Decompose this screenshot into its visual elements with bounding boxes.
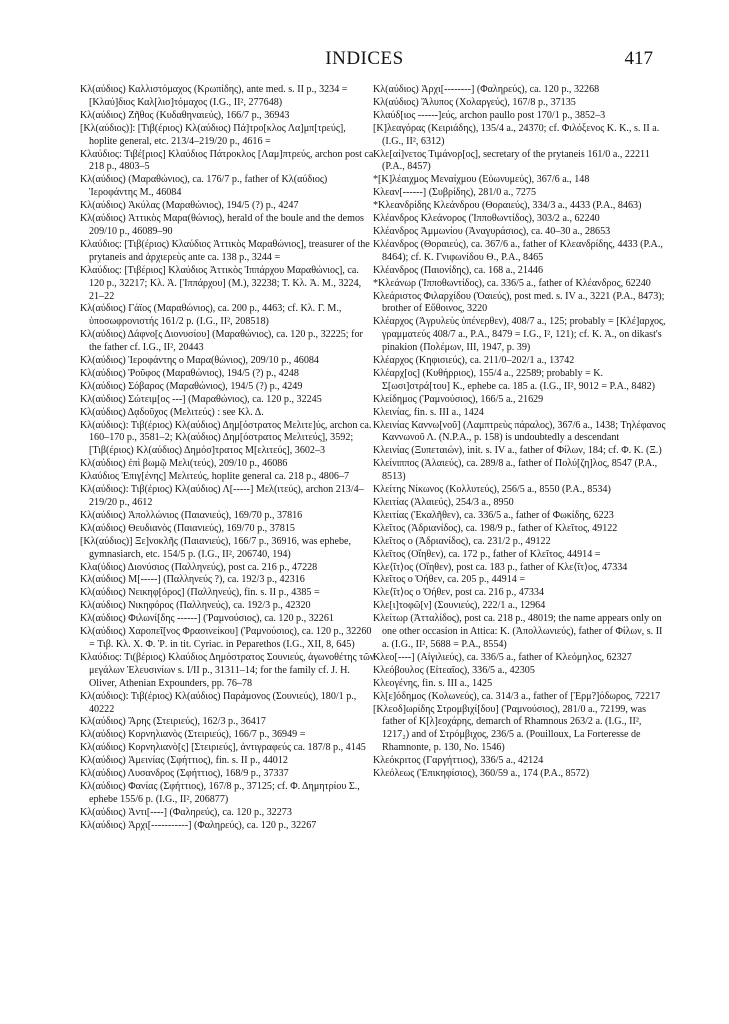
index-entry: *Κλεανδρίδης Κλεάνδρου (Θοραιεύς), 334/3 a., 4433 (P.A., 8463) (373, 200, 642, 212)
index-entry: Κλεο[----] (Αἰγιλιεύς), ca. 336/5 a., father of Κλεόμηλος, 62327 (373, 651, 632, 663)
index-entry: Κλ[ε]όδημος (Κολωνεύς), ca. 314/3 a., father of [Ἑρμ?]όδωρος, 72217 (373, 690, 661, 702)
index-entry: Κλ(αύδιος) Ἄρης (Στειριεύς), 162/3 p., 36417 (80, 716, 266, 728)
index-entry: Κλ(αύδιος) Ἀρχι[-----------] (Φαληρεύς), ca. 120 p., 32267 (80, 819, 317, 831)
index-entry: Κλ(αύδιος) Σόβαρος (Μαραθώνιος), 194/5 (?) p., 4249 (80, 380, 303, 392)
index-entry: Κλ(αύδιος) Χαροπεῖ[νος Φρασινείκου] (Ῥαμνούσιος), ca. 120 p., 32260 = Τιβ. Κλ. Χ. Φ. Ῥ. in tit. Cyriac. in Peparethos (I.G., XII, 8, 645) (80, 626, 372, 650)
index-entry: Κλ(αύδιος) ἐπὶ βωμῷ Μελι(τεύς), 209/10 p., 46086 (80, 458, 288, 470)
index-entry: Κλέανδρος Κλεάνορος (Ἱπποθωντίδος), 303/2 a., 62240 (373, 213, 600, 225)
index-entry: Κλ(αύδιος) Νεικηφ[όρος] (Παλληνεύς), fin. s. II p., 4385 = (80, 587, 320, 599)
index-entry: Κλ(αύδιος) Φιλωνί[δης ------] (Ῥαμνούσιος), ca. 120 p., 32261 (80, 613, 334, 625)
index-entry: Κλέανδρος Ἀμμωνίου (Ἀναγυράσιος), ca. 40–30 a., 28653 (373, 225, 611, 237)
index-entry: Κλ(αύδιος) Ἀμεινίας (Σφήττιος), fin. s. II p., 44012 (80, 755, 288, 767)
index-entry: Κλ(αύδιος) Ῥοῦφος (Μαραθώνιος), 194/5 (?) p., 4248 (80, 367, 299, 379)
left-column (80, 84, 376, 833)
index-entry: Κλ(αύδιος) Ζῆθος (Κυδαθηναιεύς), 166/7 p., 36943 (80, 109, 290, 121)
index-entry: [Κλ(αύδιος)]: [Τιβ(έριος) Κλ(αύδιος) Πά]τρο[κλος Λα]μπ[τρεύς], hoplite general, etc. 213/4–219/20 p., 4616 = (80, 122, 346, 147)
index-entry: Κλεάριστος Φιλαρχίδου (Ὀαιεύς), post med. s. IV a., 3221 (P.A., 8473); brother of Εὔθοινος, 3220 (373, 290, 665, 315)
running-head-title: INDICES (325, 48, 404, 69)
index-entry: Κλεόκριτος (Γαργήττιος), 336/5 a., 42124 (373, 755, 544, 767)
page-number: 417 (624, 48, 653, 69)
index-entry: Κλ(αύδιος) Ἄλυπος (Χολαργεύς), 167/8 p., 37135 (373, 96, 576, 108)
index-entry: Κλειτίας (Ἐκαλῆθεν), ca. 336/5 a., father of Φωκίδης, 6223 (373, 509, 614, 521)
index-entry: Κλεαν[------] (Συβρίδης), 281/0 a., 7275 (373, 187, 537, 199)
index-entry: Κλ(αύδιος): Τιβ(έριος) Κλ(αύδιος) Λ[-----] Μελ(ιτεύς), archon 213/4–219/20 p., 4612 (80, 484, 364, 508)
index-entry: Κλ(αύδιος): Τιβ(έριος) Κλ(αύδιος) Παράμονος (Σουνιεύς), 180/1 p., 40222 (80, 690, 357, 715)
index-entry: Κλεόλεως (Ἐπικηφίσιος), 360/59 a., 174 (P.A., 8572) (373, 768, 590, 780)
index-entry: Κλ(αύδιος) Ἱεροφάντης ο Μαρα(θώνιος), 209/10 p., 46084 (80, 355, 319, 367)
index-entry: Κλ(αύδιος) (Μαραθώνιος), ca. 176/7 p., father of Κλ(αύδιος) Ἱεροφάντης Μ., 46084 (80, 174, 328, 199)
index-entry: Κλεινίας (Ξυπεταιών), init. s. IV a., father of Φίλων, 184; cf. Φ. Κ. (Ξ.) (373, 445, 662, 457)
index-entry: Κλε⟨ῖτ⟩ος ο Ὀήθεν, post ca. 216 p., 47334 (373, 587, 545, 599)
index-entry: Κλαύδιος: [Τιβ(έριος) Κλαύδιος Ἀττικὸς Μαραθώνιος], treasurer of the prytaneis and ἀρχιερεὺς ante ca. 138 p., 3244 = (80, 238, 370, 263)
index-entry: *[Κ]λέαιχμος Μεναίχμου (Εὐωνυμεύς), 367/6 a., 148 (373, 174, 590, 186)
index-entry: Κλέανδρος (Θοραιεύς), ca. 367/6 a., father of Κλεανδρίδης, 4433 (P.A., 8464); cf. Κ. Γνιφωνίδου Θ., P.A., 8465 (373, 238, 663, 263)
index-entry: Κλ(αύδιος) Λυσανδρος (Σφήττιος), 168/9 p., 37337 (80, 768, 289, 780)
index-entry: Κλεῖτος ο Ὀήθεν, ca. 205 p., 44914 = (373, 574, 526, 586)
index-entry: Κλε[αί]νετος Τιμάνορ[ος], secretary of the prytaneis 161/0 a., 22211 (P.A., 8457) (373, 148, 650, 173)
index-entry: Κλε[ι]τοφῶ[ν] (Σουνιεύς), 222/1 a., 12964 (373, 600, 546, 612)
index-entry: Κλείτης Νίκωνος (Κολλυτεύς), 256/5 a., 8550 (P.A., 8534) (373, 484, 611, 496)
index-entry: Κλαύδιος: [Τιβέριος] Κλαύδιος Ἀττικὸς Ἱππάρχου Μαραθώνιος], ca. 120 p., 32217; Κλ. Ἀ. [Ἱππάρχου] (Μ.), 32238; Τ. Κλ. Ἀ. Μ., 3224, 21–22 (80, 264, 362, 302)
index-entry: Κλείδημος (Ῥαμνούσιος), 166/5 a., 21629 (373, 393, 544, 405)
index-entry: Κλ(αύδιος) Νικηφόρος (Παλληνεύς), ca. 192/3 p., 42320 (80, 600, 311, 612)
index-entry: Κλ(αύδιος) Θευδιανὸς (Παιανιεύς), 169/70 p., 37815 (80, 522, 295, 534)
index-entry: Κλ(αύδιος) Μ[-----] (Παλληνεύς ?), ca. 192/3 p., 42316 (80, 574, 305, 586)
index-entry: Κλεῖτος (Οἴηθεν), ca. 172 p., father of Κλεῖτος, 44914 = (373, 548, 601, 560)
index-entry: Κλεινίας, fin. s. III a., 1424 (373, 406, 484, 418)
index-entry: Κλ(αύδιος) Κορνηλιανὸς (Στειριεύς), 166/7 p., 36949 = (80, 729, 306, 741)
index-entry: [Κ]λεαγόρας (Κειριάδης), 135/4 a., 24370; cf. Φιλόξενος Κ. Κ., s. II a. (I.G., II², 6312) (373, 122, 660, 147)
index-entry: Κλαύδιος Ἐπιγ[ένης] Μελιτεύς, hoplite general ca. 218 p., 4806–7 (80, 471, 350, 483)
index-entry: Κλ(αύδιος) Ἀκύλας (Μαραθώνιος), 194/5 (?) p., 4247 (80, 200, 299, 212)
index-entry: Κλέανδρος (Παιονίδης), ca. 168 a., 21446 (373, 264, 544, 276)
index-entry: Κλ(αύδιος) Ἀττικὸς Μαρα(θώνιος), herald of the boule and the demos 209/10 p., 46089–90 (80, 213, 364, 237)
index-entry: Κλεινίας Καννω[νοῦ] (Λαμπτρεὺς πάραλος), 367/6 a., 1438; Τηλέφανος Καννωνοῦ Λ. (N.P.A., p. 158) is undoubtedly a descendant (373, 419, 666, 444)
index-entry: Κλ(αύδιος) Ἀπολλώνιος (Παιανιεύς), 169/70 p., 37816 (80, 509, 303, 521)
index-entry: Κλέαρχ[ος] (Κυθήρριος), 155/4 a., 22589; probably = Κ. Σ[ωσι]στρά[του] Κ., ephebe ca. 185 a. (I.G., II², 9012 = P.A., 8482) (373, 367, 655, 392)
index-entry: Κλεῖτος ο (Ἀδριανίδος), ca. 231/2 p., 49122 (373, 535, 551, 547)
index-entry: Κλ(αύδιος): Τιβ(έριος) Κλ(αύδιος) Δημ[όστρατος Μελιτε]ύς, archon ca. 160–170 p., 3581–2; Κλ(αύδιος) Δημ[όστρατος Μελιτεύς], 3592; [Τιβ(έριος) Κλ(αύδιος) Δημόσ]τρατος Μ[ελιτεύς], 3602–3 (80, 419, 372, 457)
index-entry: Κλέαρχος (Ἀγρυλεὺς ὑπένερθεν), 408/7 a., 125; probably = [Κλέ]αρχος, γραμματεύς 408/7 a., P.A., 8479 = I.G., I², 121); cf. Κ. Ἀ., on dikast's pinakion (Πολέμων, III, 1947, p. 39) (373, 316, 666, 354)
index-entry: Κλ(αύδιος) Δάφνο[ς Διονυσίου] (Μαραθώνιος), ca. 120 p., 32225; for the father cf. I.G., II², 20443 (80, 329, 363, 354)
index-entry: Κλ(αύδιος) Σώτειμ[ος ---] (Μαραθώνιος), ca. 120 p., 32245 (80, 393, 322, 405)
index-entry: *Κλεάνωρ (Ἱπποθωντίδος), ca. 336/5 a., father of Κλέανδρος, 62240 (373, 277, 651, 289)
index-entry: [Κλ(αύδιος)] Ξε]νοκλῆς (Παιανιεύς), 166/7 p., 36916, was ephebe, gymnasiarch, etc. 154/5 p. (I.G., II², 206740, 194) (80, 535, 352, 560)
index-entry: [Κλεοδ]ωρίδης Στρομβιχί[δου] (Ῥαμνούσιος), 281/0 a., 72199, was father of Κ[λ]εοχάρης, demarch of Rhamnous 263/2 a. (I.G., II², 1217₂) and of Στρόμβιχος, 236/5 a. (Pouilloux, La Forteresse de Rhamnonte, p. 130, No. 1546) (373, 703, 647, 754)
index-entry: Κλείνιππος (Ἁλαιεύς), ca. 289/8 a., father of Πολύ[ζη]λος, 8547 (P.A., 8513) (373, 458, 658, 483)
index-entry: Κλείτωρ (Ἀτταλίδος), post ca. 218 p., 48019; the name appears only on one other occasion in Attica: Κ. (Ἀπολλωνιεύς), father of Φίλων, s. II a. (I.G., II², 5688 = P.A., 8554) (373, 613, 663, 650)
index-entry: Κλέαρχος (Κηφισιεύς), ca. 211/0–202/1 a., 13742 (373, 355, 575, 367)
index-entry: Κλ(αύδιος) Ἀντι[----] (Φαληρεύς), ca. 120 p., 32273 (80, 806, 292, 818)
index-entry: Κλεόβουλος (Εἰτεαῖος), 336/5 a., 42305 (373, 664, 535, 676)
index-entry: Κλα(ύδιος) Διονύσιος (Παλληνεύς), post ca. 216 p., 47228 (80, 561, 318, 573)
index-entry: Κλεογένης, fin. s. III a., 1425 (373, 677, 493, 689)
index-entry: Κλ(αύδιος) Φανίας (Σφήττιος), 167/8 p., 37125; cf. Φ. Δημητρίου Σ., ephebe 155/6 p. (I.G., II², 206877) (80, 780, 360, 805)
index-entry: Κλ(αύδιος) Καλλιστόμαχος (Κρωπίδης), ante med. s. II p., 3234 = [Κλαύ]διος Καλ[λισ]τόμαχος (I.G., II², 277648) (80, 84, 348, 108)
index-entry: Κλ(αύδιος) Γάϊος (Μαραθώνιος), ca. 200 p., 4463; cf. Κλ. Γ. Μ., ὑποσωφρονιστής 161/2 p. (I.G., II², 208518) (80, 303, 342, 328)
index-entry: Κλ(αύδιος) Δᾳδοῦχος (Μελιτεύς) : see Κλ. Δ. (80, 406, 264, 418)
index-entry: Κλε⟨ῖτ⟩ος (Οἴηθεν), post ca. 183 p., father of Κλε⟨ῖτ⟩ος, 47334 (373, 561, 628, 573)
index-entry: Κλαύδιος: Τιβέ[ριος] Κλαύδιος Πάτροκλος [Λαμ]πτρεύς, archon post ca. 218 p., 4803–5 (80, 148, 376, 173)
index-entry: Κλειτίας (Ἁλαιεύς), 254/3 a., 8950 (373, 497, 514, 508)
index-entry: Κλαύδιος: Τι(βέριος) Κλαύδιος Δημόστρατος Σουνιεύς, ἀγωνοθέτης τῶν μεγάλων Ἐλευσινίων s. I/II p., 31311–14; for the family cf. J. H. Oliver, Athenian Expounders, pp. 76–78 (80, 651, 375, 689)
index-entry: Κλαύδ[ιος ------]εύς, archon paullo post 170/1 p., 3852–3 (373, 109, 606, 121)
index-entry: Κλ(αύδιος) Ἀρχι[--------] (Φαληρεύς), ca. 120 p., 32268 (373, 84, 600, 95)
right-column (373, 84, 669, 781)
index-entry: Κλ(αύδιος) Κορνηλιανὸ[ς] [Στειριεύς], ἀντιγραφεύς ca. 187/8 p., 4145 (80, 742, 366, 754)
index-entry: Κλεῖτος (Ἀδριανίδος), ca. 198/9 p., father of Κλεῖτος, 49122 (373, 522, 618, 534)
